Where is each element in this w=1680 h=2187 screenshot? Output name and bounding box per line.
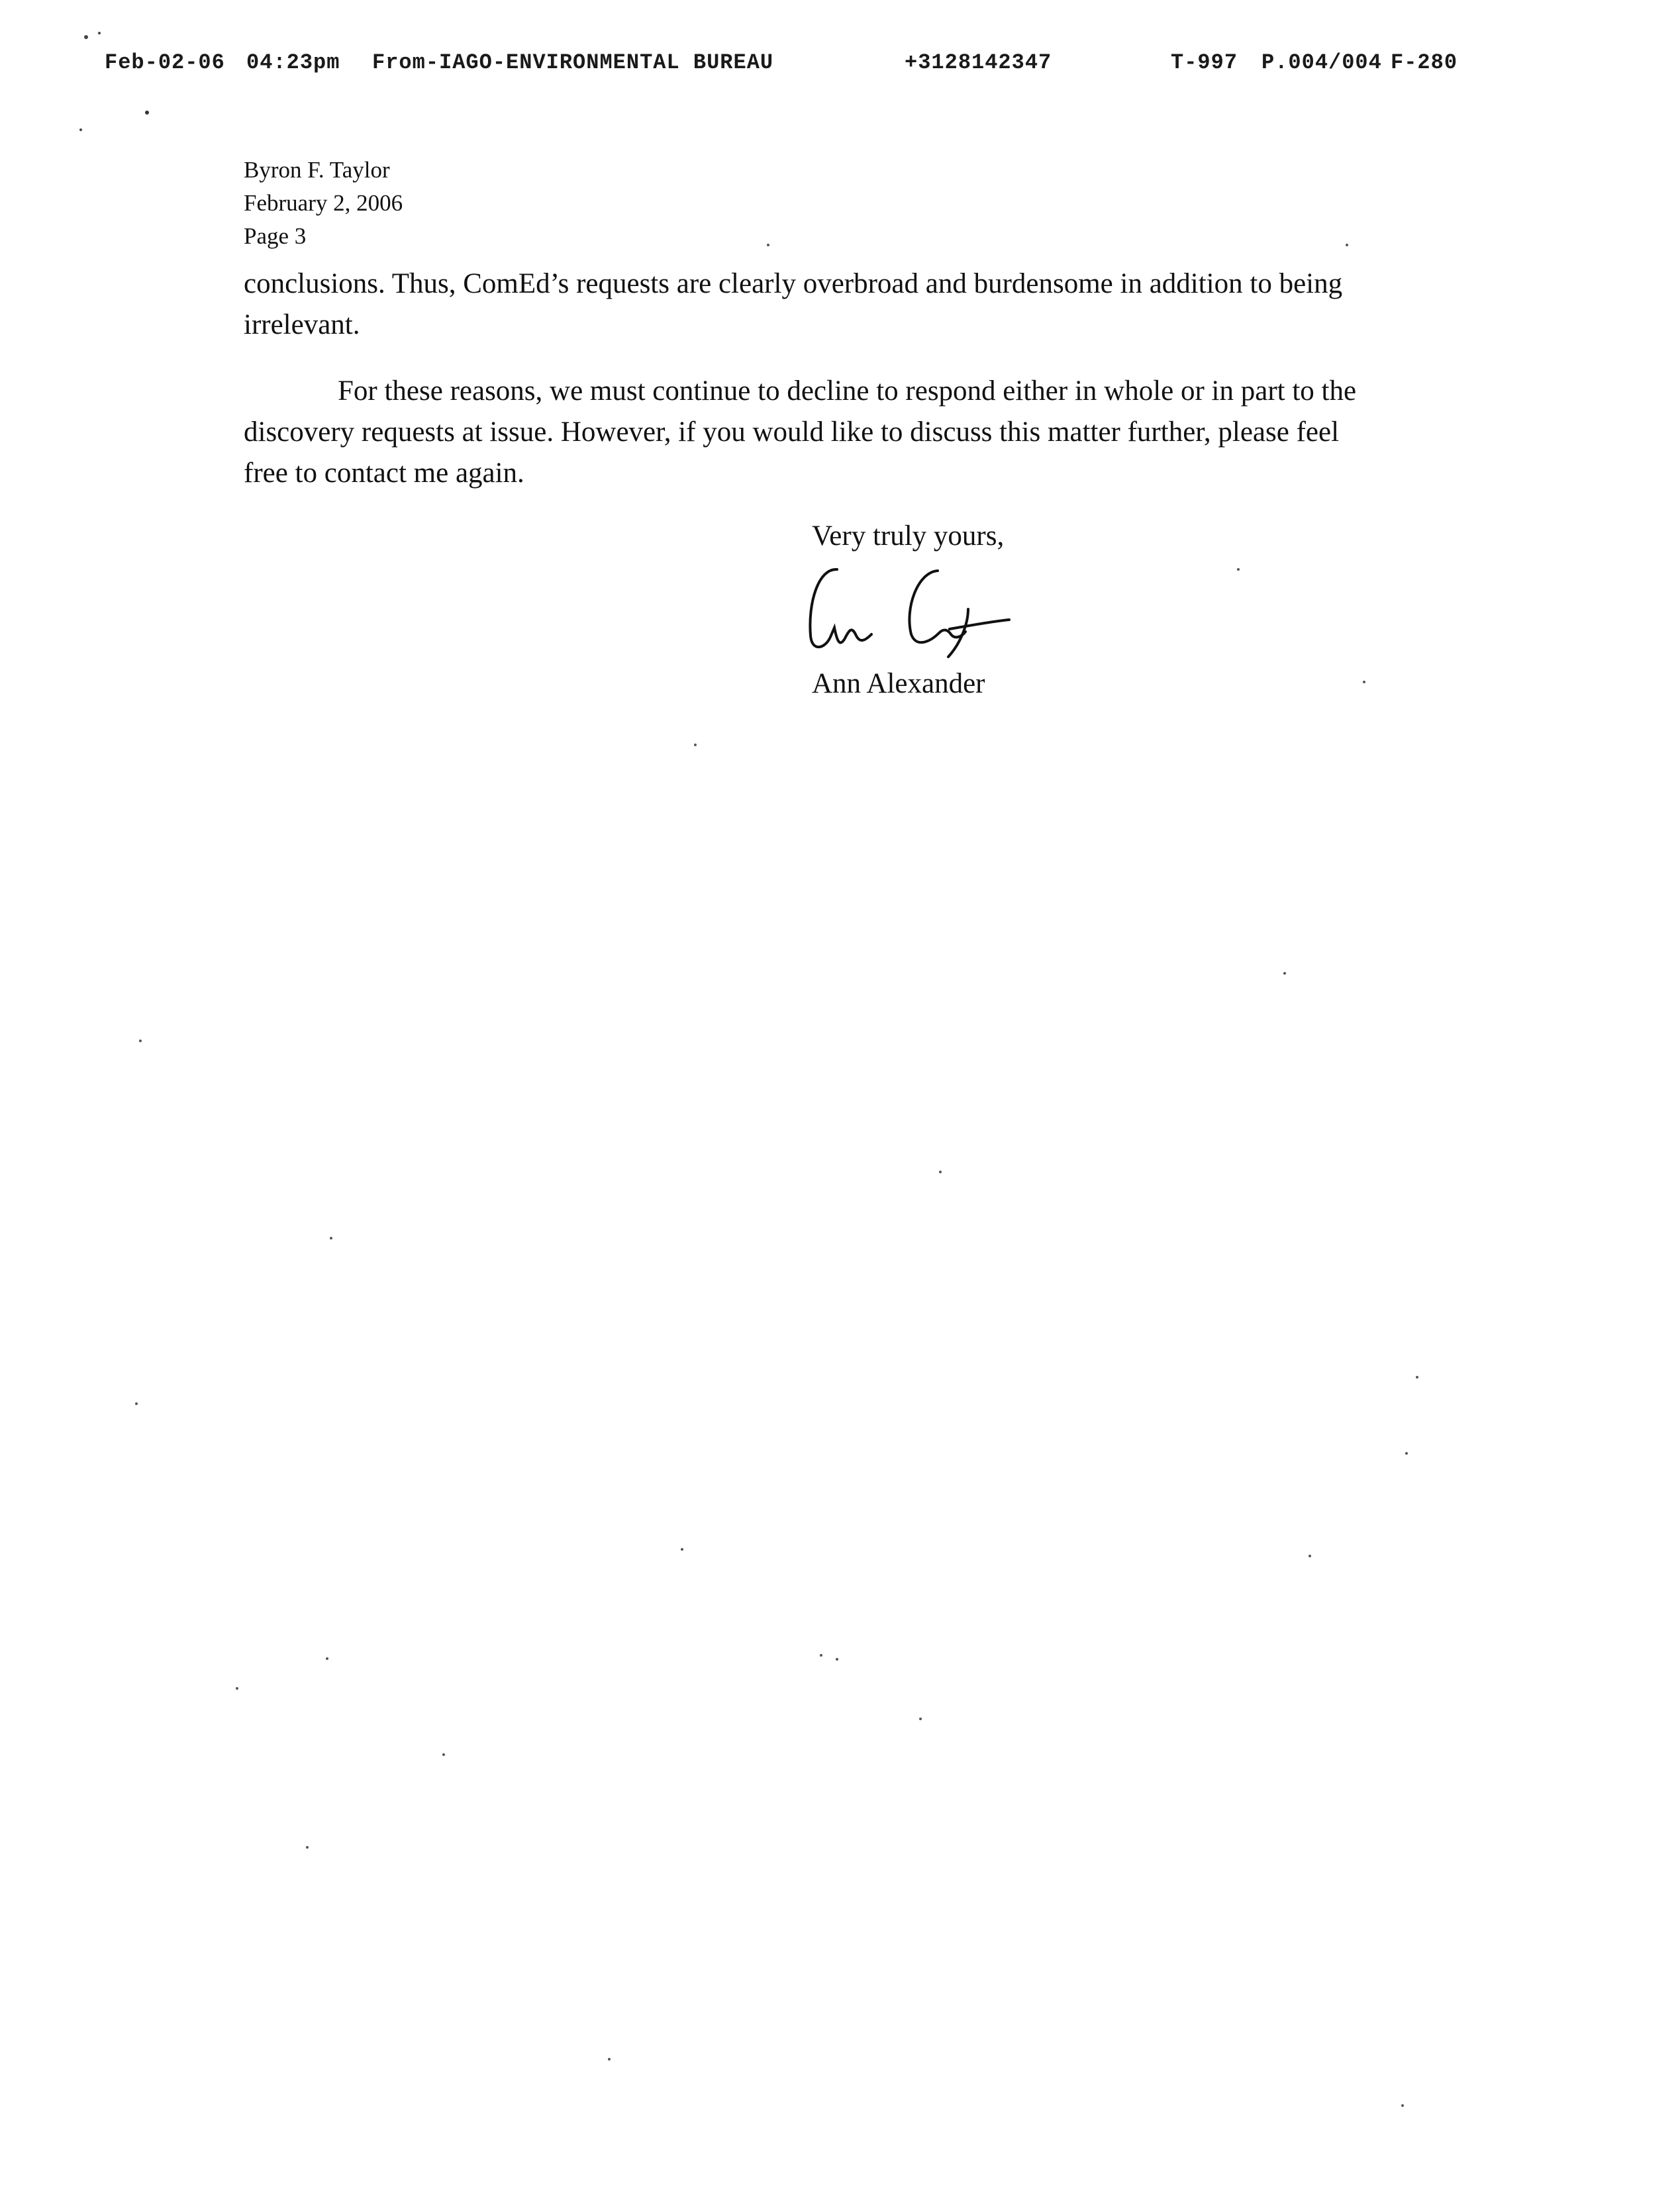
body-paragraph-2-wrapper [244,371,1369,494]
signer-name: Ann Alexander [812,668,985,699]
fax-sender: From-IAGO-ENVIRONMENTAL BUREAU [372,50,774,75]
body-paragraph-2: For these reasons, we must continue to decline to respond either in whole or in part to the discovery requests at issue. However, if you would like to discuss this matter further, please feel free to contact me again. [244,375,1357,489]
page-number: Page 3 [244,223,307,249]
letter-header [244,154,403,253]
letter-date: February 2, 2006 [244,190,403,216]
fax-time: 04:23pm [246,50,340,75]
recipient-name: Byron F. Taylor [244,157,390,183]
fax-transmission-number: T-997 [1171,50,1238,75]
fax-form-number: F-280 [1391,50,1458,75]
closing-salutation: Very truly yours, [812,520,1005,552]
fax-phone: +3128142347 [905,50,1052,75]
body-paragraph-1: conclusions. Thus, ComEd’s requests are clearly overbroad and burdensome in addition to being irrelevant. [244,268,1343,340]
fax-date: Feb-02-06 [105,50,225,75]
handwritten-signature [799,556,1037,662]
fax-header [0,50,1680,90]
fax-page-count: P.004/004 [1261,50,1382,75]
